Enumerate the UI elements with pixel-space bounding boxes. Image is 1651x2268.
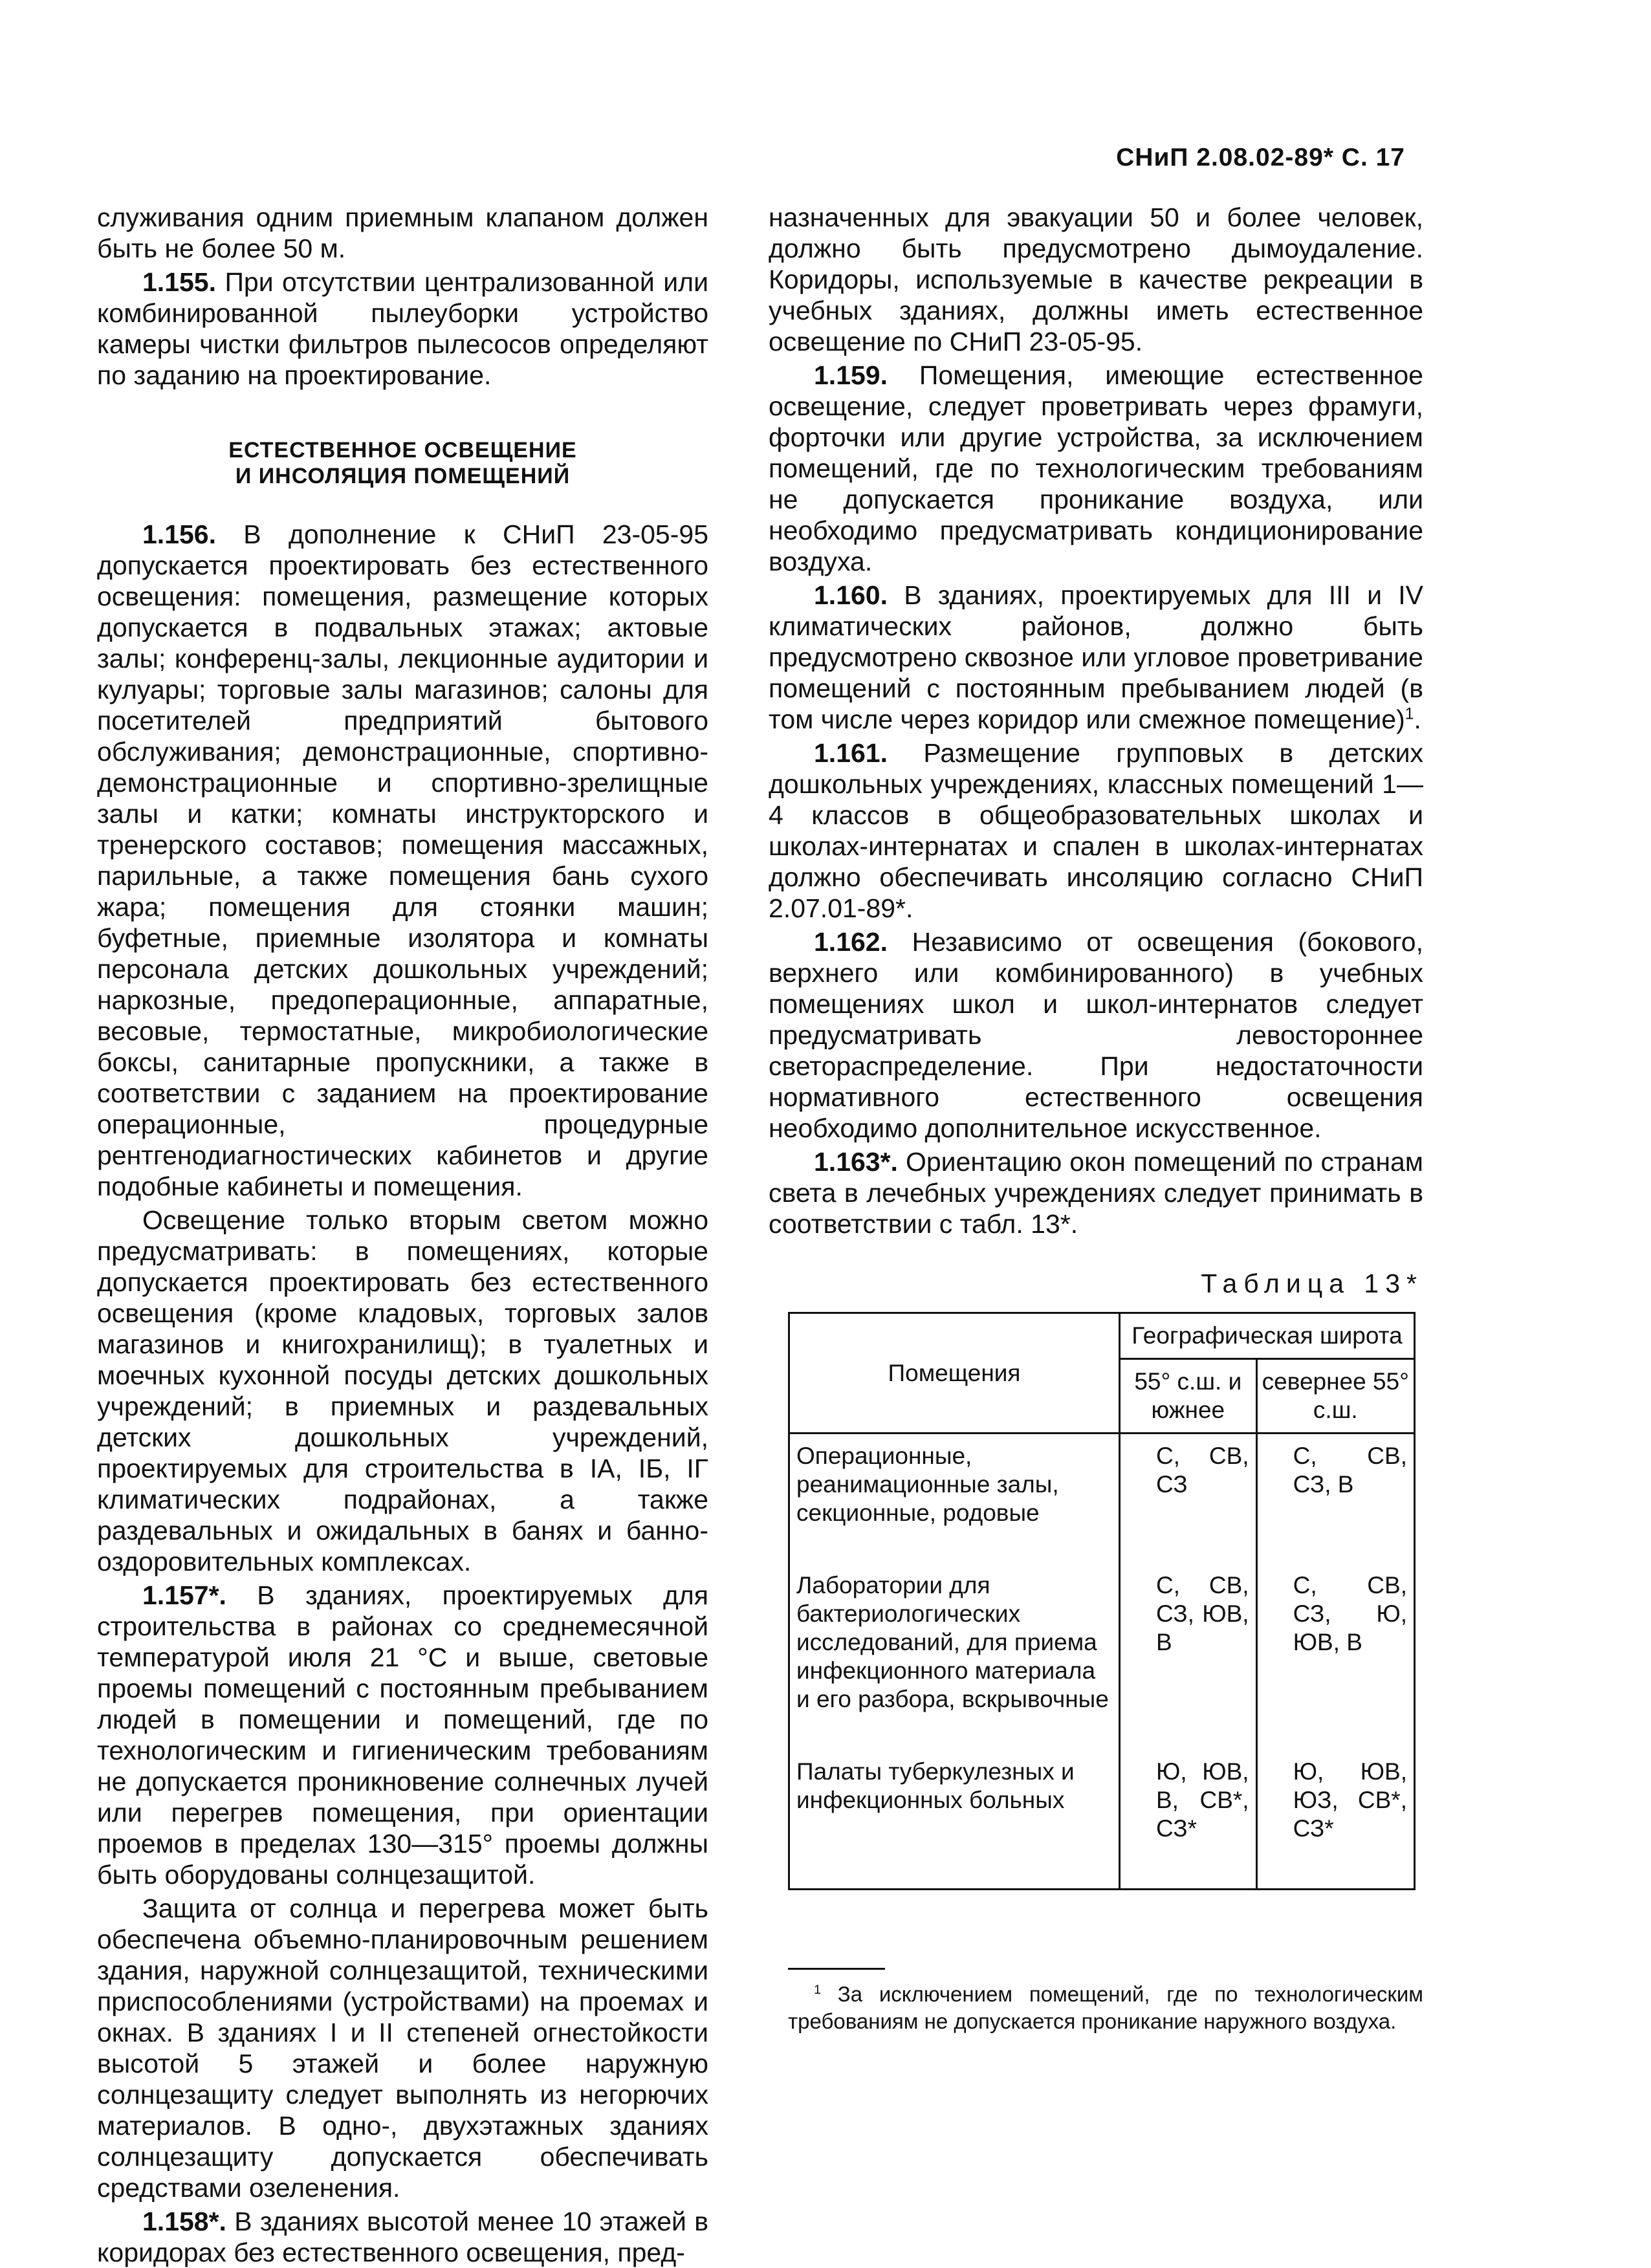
clause-text: В зданиях, проектируемых для строительства в районах со среднемесячной температурой июля 21 °С и выше, световые проемы помещений с постоянным пребыванием людей в помещении и помещений, где по технологическим и гигиеническим требованиям не допускается проникновение солнечных лучей или перегрев помещения, при ориентации проемов в пределах 130—315° проемы должны быть оборудованы солнцезащитой. <box>97 1580 708 1890</box>
table-row <box>789 1434 1415 1564</box>
column-header-south: 55° с.ш. и южнее <box>1120 1359 1257 1434</box>
footnote-mark: 1 <box>814 1983 822 1997</box>
clause-text: Помещения, имеющие естественное освещение, следует проветривать через фрамуги, форточки или другие устройства, за исключением помещений, где по технологическим требованиям не допускается проникание воздуха, или необходимо предусматривать кондиционирование воздуха. <box>769 360 1423 576</box>
table-cell-room: Палаты туберкулезных и инфекционных больных <box>789 1750 1120 1890</box>
clause-text: В зданиях высотой менее 10 этажей в коридорах без естественного освещения, пред- <box>97 2207 708 2267</box>
table-caption: Таблица 13* <box>1201 1269 1423 1298</box>
table-row <box>789 1750 1415 1890</box>
clause-text: В дополнение к СНиП 23-05-95 допускается проектировать без естественного освещения: помещения, размещение которых допускается в подвальных этажах; актовые залы; конференц-залы, лекционные аудитории и кулуары; торговые залы магазинов; салоны для посетителей предприятий бытового обслуживания; демонстрационные, спортивно-демонстрационные и спортивно-зрелищные залы и катки; комнаты инструкторского и тренерского составов; помещения массажных, парильные, а также помещения бань сухого жара; помещения для стоянки машин; буфетные, приемные изолятора и комнаты персонала детских дошкольных учреждений; наркозные, предоперационные, аппаратные, весовые, термостатные, микробиологические боксы, санитарные пропускники, а также в соответствии с заданием на проектирование операционные, процедурные рентгенодиагностических кабинетов и другие подобные кабинеты и помещения. <box>97 519 708 1201</box>
clause-1-156 <box>97 519 708 1202</box>
clause-1-159 <box>769 360 1423 577</box>
clause-text: При отсутствии централизованной или комбинированной пылеуборки устройство камеры чистки фильтров пылесосов определяют по заданию на проектирование. <box>97 267 708 390</box>
table-cell-north: С, СВ, СЗ, В <box>1256 1434 1414 1564</box>
clause-number: 1.156. <box>142 519 216 549</box>
clause-number: 1.162. <box>814 927 888 957</box>
clause-1-158 <box>97 2206 708 2268</box>
clause-text: Независимо от освещения (бокового, верхнего или комбинированного) в учебных помещениях школ и школ-интернатов следует предусматривать левостороннее светораспределение. При недостаточности нормативного естественного освещения необходимо дополнительное искусственное. <box>769 927 1423 1143</box>
clause-1-161 <box>769 737 1423 924</box>
paragraph: Защита от солнца и перегрева может быть обеспечена объемно-планировочным решением здания, наружной солнцезащитой, техническими приспособлениями (устройствами) на проемах и окнах. В зданиях I и II степеней огнестойкости высотой 5 этажей и более наружную солнцезащиту следует выполнять из негорючих материалов. В одно-, двухэтажных зданиях солнцезащиту допускается обеспечивать средствами озеленения. <box>97 1893 708 2203</box>
column-header-rooms: Помещения <box>789 1313 1120 1434</box>
clause-text: Ориентацию окон помещений по странам света в лечебных учреждениях следует принимать в соответствии с табл. 13*. <box>769 1147 1423 1239</box>
clause-1-160 <box>769 580 1423 735</box>
section-title <box>97 437 708 489</box>
paragraph: служивания одним приемным клапаном должен быть не более 50 м. <box>97 202 708 263</box>
footnote-text: За исключением помещений, где по технологическим требованиям не допускается проникание наружного воздуха. <box>788 1982 1423 2033</box>
table-row <box>789 1564 1415 1750</box>
table-cell-room: Лаборатории для бактериологических исследований, для приема инфекционного материала и его разбора, вскрывочные <box>789 1564 1120 1750</box>
right-column <box>769 202 1423 1890</box>
footnote-ref: 1 <box>1405 705 1414 723</box>
section-title-line: ЕСТЕСТВЕННОЕ ОСВЕЩЕНИЕ <box>228 438 577 463</box>
clause-text: В зданиях, проектируемых для III и IV климатических районов, должно быть предусмотрено сквозное или угловое проветривание помещений с постоянным пребыванием людей (в том числе через коридор или смежное помещение) <box>769 580 1423 734</box>
table-cell-north: Ю, ЮВ, ЮЗ, СВ*, СЗ* <box>1256 1750 1414 1890</box>
table-cell-south: С, СВ, СЗ, ЮВ, В <box>1120 1564 1257 1750</box>
clause-1-163 <box>769 1146 1423 1239</box>
table-cell-room: Операционные, реанимационные залы, секционные, родовые <box>789 1434 1120 1564</box>
column-header-north: севернее 55° с.ш. <box>1256 1359 1414 1434</box>
footnote <box>788 1981 1423 2035</box>
footnote-divider <box>788 1968 885 1970</box>
clause-1-157 <box>97 1580 708 1890</box>
clause-number: 1.159. <box>814 360 888 390</box>
clause-number: 1.160. <box>814 580 888 610</box>
clause-1-155 <box>97 267 708 391</box>
table-cell-north: С, СВ, СЗ, Ю, ЮВ, В <box>1256 1564 1414 1750</box>
section-title-line: И ИНСОЛЯЦИЯ ПОМЕЩЕНИЙ <box>235 464 571 488</box>
clause-number: 1.155. <box>142 267 216 297</box>
table-cell-south: Ю, ЮВ, В, СВ*, СЗ* <box>1120 1750 1257 1890</box>
clause-1-162 <box>769 926 1423 1144</box>
clause-number: 1.158*. <box>142 2207 226 2236</box>
page-header: СНиП 2.08.02-89* С. 17 <box>1116 144 1405 171</box>
table-cell-south: С, СВ, СЗ <box>1120 1434 1257 1564</box>
table-13 <box>788 1312 1416 1890</box>
left-column <box>97 202 708 2268</box>
clause-number: 1.157*. <box>142 1580 226 1610</box>
clause-text: Размещение групповых в детских дошкольных учреждениях, классных помещений 1—4 классов в общеобразовательных школах и школах-интернатах и спален в школах-интернатах должно обеспечивать инсоляцию согласно СНиП 2.07.01-89*. <box>769 738 1423 923</box>
clause-end: . <box>1414 704 1421 734</box>
column-header-latitude: Географическая широта <box>1120 1313 1415 1359</box>
paragraph: Освещение только вторым светом можно предусматривать: в помещениях, которые допускается проектировать без естественного освещения (кроме кладовых, торговых залов магазинов и книгохранилищ); в туалетных и моечных кухонной посуды детских дошкольных учреждений; в приемных и раздевальных детских дошкольных учреждений, проектируемых для строительства в IA, IБ, IГ климатических подрайонах, а также раздевальных и ожидальных в банях и банно-оздоровительных комплексах. <box>97 1205 708 1576</box>
clause-number: 1.161. <box>814 738 888 768</box>
clause-number: 1.163*. <box>814 1147 898 1177</box>
paragraph: назначенных для эвакуации 50 и более человек, должно быть предусмотрено дымоудаление. Коридоры, используемые в качестве рекреации в учебных зданиях, должны иметь естественное освещение по СНиП 23-05-95. <box>769 202 1423 356</box>
